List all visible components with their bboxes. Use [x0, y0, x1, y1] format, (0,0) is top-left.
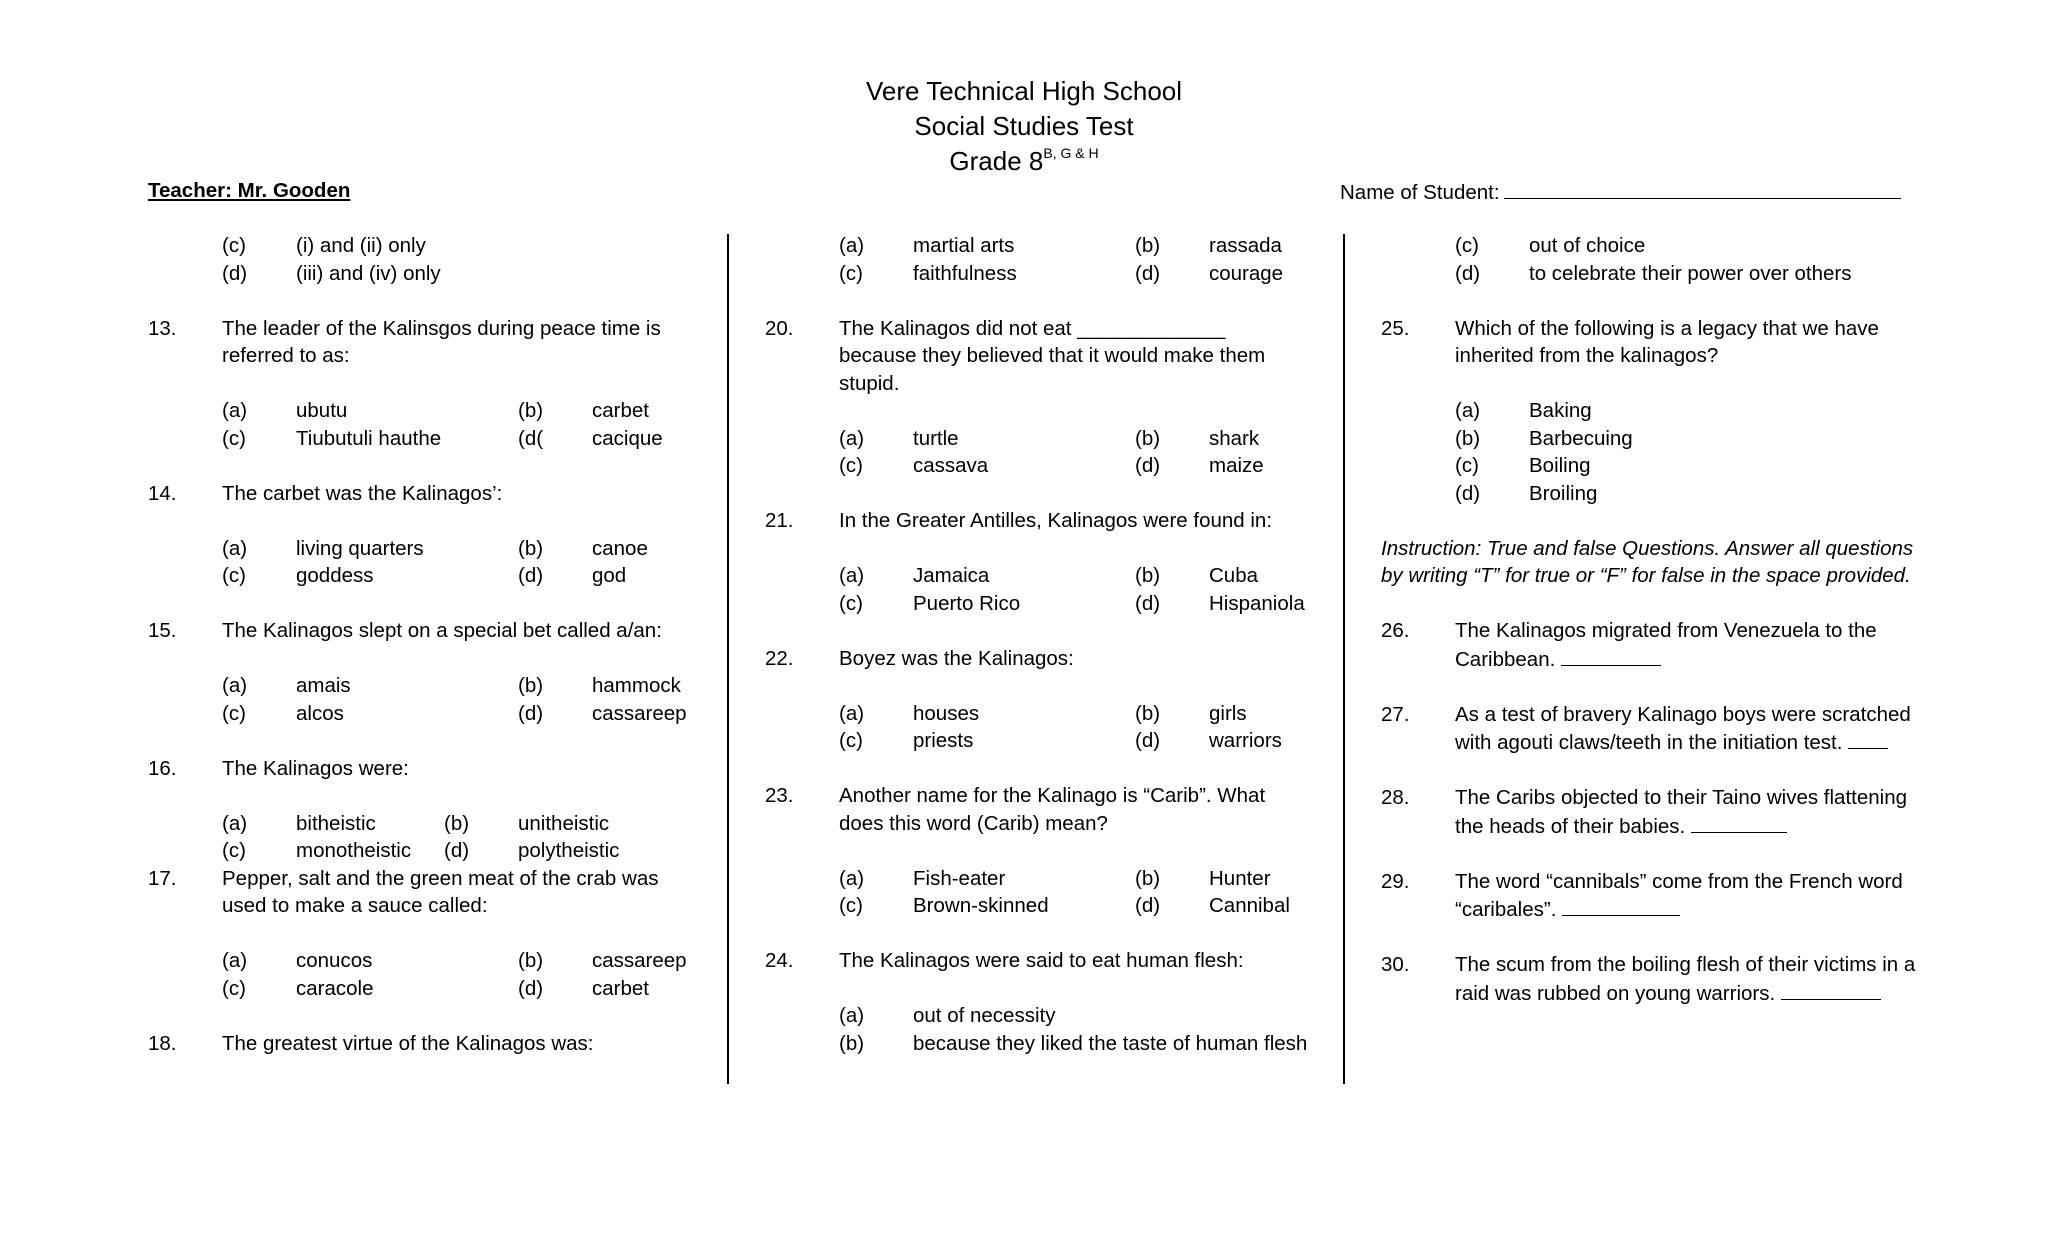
- question-13: 13. The leader of the Kalinsgos during peace time is referred to as:: [148, 315, 708, 370]
- question-14: 14. The carbet was the Kalinagos’:: [148, 480, 708, 508]
- question-21: 21. In the Greater Antilles, Kalinagos were found in:: [765, 507, 1325, 535]
- answer-blank[interactable]: [1562, 895, 1680, 916]
- question-27: 27. As a test of bravery Kalinago boys were scratched with agouti claws/teeth in the initiation test.: [1381, 702, 1911, 754]
- grade: Grade 8: [949, 146, 1044, 176]
- question-26: 26. The Kalinagos migrated from Venezuela to the Caribbean.: [1381, 619, 1877, 671]
- options-16: (a) bitheistic (b) unitheistic (c) monotheistic (d) polytheistic: [222, 811, 620, 862]
- question-text: The Caribs objected to their Taino wives flattening the heads of their babies.: [1455, 786, 1908, 838]
- question-text: Boyez was the Kalinagos:: [839, 646, 1074, 670]
- question-17: 17. Pepper, salt and the green meat of the crab was used to make a sauce called:: [148, 865, 708, 920]
- option: (c) (i) and (ii) only: [222, 234, 426, 257]
- question-text: Another name for the Kalinago is “Carib”. What does this word (Carib) mean?: [839, 784, 1266, 835]
- student-name-field[interactable]: [1340, 177, 1901, 207]
- options-24: [839, 1002, 1325, 1057]
- option: (a) Baking: [1455, 399, 1592, 422]
- question-text: The Kalinagos did not eat _____________ because they believed that it would make them stupid.: [839, 316, 1266, 395]
- test-subject: Social Studies Test: [914, 111, 1134, 141]
- option: (c) out of choice: [1455, 234, 1646, 257]
- options-17: (a) conucos (b) cassareep (c) caracole (d) carbet: [222, 949, 687, 1000]
- option: (c) Boiling: [1455, 454, 1591, 477]
- question-text: The Kalinagos migrated from Venezuela to the Caribbean.: [1455, 619, 1877, 671]
- answer-blank[interactable]: [1561, 645, 1661, 666]
- student-name-label: Name of Student:: [1340, 181, 1500, 204]
- column-3: [1381, 232, 1941, 1007]
- question-text: The word “cannibals” come from the French word “caribales”.: [1455, 869, 1903, 921]
- question-text: In the Greater Antilles, Kalinagos were found in:: [839, 509, 1273, 532]
- column-2: [765, 232, 1325, 1057]
- grade-classes: B, G & H: [1043, 145, 1099, 161]
- question-30: 30. The scum from the boiling flesh of their victims in a raid was rubbed on young warriors.: [1381, 953, 1916, 1005]
- answer-blank[interactable]: [1848, 728, 1888, 749]
- column-divider-1: [727, 234, 729, 1084]
- question-text: Pepper, salt and the green meat of the crab was used to make a sauce called:: [222, 866, 659, 917]
- option: (d) Broiling: [1455, 481, 1598, 505]
- question-text: The carbet was the Kalinagos’:: [222, 481, 503, 505]
- teacher-name: Teacher: Mr. Gooden: [148, 179, 351, 202]
- question-23: 23. Another name for the Kalinago is “Carib”. What does this word (Carib) mean?: [765, 782, 1325, 837]
- question-text: As a test of bravery Kalinago boys were scratched with agouti claws/teeth in the initiation test.: [1455, 702, 1911, 754]
- options-22: (a) houses (b) girls (c) priests (d) warriors: [839, 701, 1282, 752]
- options-19: (a) martial arts (b) rassada (c) faithfulness (d) courage: [839, 234, 1284, 285]
- options-14: (a) living quarters (b) canoe (c) goddess (d) god: [222, 536, 648, 587]
- question-24: 24. The Kalinagos were said to eat human flesh:: [765, 947, 1325, 975]
- option: (b) because they liked the taste of human flesh: [839, 1031, 1308, 1055]
- question-20: 20. The Kalinagos did not eat _____________ because they believed that it would make them stupid.: [765, 315, 1325, 398]
- question-text: The Kalinagos were said to eat human flesh:: [839, 949, 1244, 972]
- question-28: 28. The Caribs objected to their Taino wives flattening the heads of their babies.: [1381, 786, 1908, 838]
- question-text: The Kalinagos were:: [222, 756, 409, 780]
- question-text: The Kalinagos slept on a special bet called a/an:: [222, 619, 662, 642]
- school-name: Vere Technical High School: [865, 76, 1183, 106]
- column-1: [148, 232, 708, 1057]
- option: (d) to celebrate their power over others: [1455, 261, 1852, 285]
- question-15: 15. The Kalinagos slept on a special bet called a/an:: [148, 617, 708, 645]
- option: (b) Barbecuing: [1455, 426, 1633, 450]
- question-text: The greatest virtue of the Kalinagos was:: [222, 1031, 594, 1055]
- question-16: 16. The Kalinagos were:: [148, 755, 708, 783]
- question-29: 29. The word “cannibals” come from the French word “caribales”.: [1381, 869, 1903, 921]
- options-15: (a) amais (b) hammock (c) alcos (d) cassareep: [222, 674, 687, 725]
- document-header: [0, 74, 2048, 179]
- options-21: (a) Jamaica (b) Cuba (c) Puerto Rico (d) Hispaniola: [839, 564, 1305, 615]
- question-18: 18. The greatest virtue of the Kalinagos was:: [148, 1030, 708, 1058]
- answer-blank[interactable]: [1691, 812, 1787, 833]
- options-20: (a) turtle (b) shark (c) cassava (d) maize: [839, 426, 1264, 477]
- column-divider-2: [1343, 234, 1345, 1084]
- option: (d) (iii) and (iv) only: [222, 261, 441, 285]
- question-25: 25. Which of the following is a legacy that we have inherited from the kalinagos?: [1381, 315, 1941, 370]
- student-name-blank[interactable]: [1504, 177, 1901, 199]
- question-22: 22. Boyez was the Kalinagos:: [765, 645, 1325, 673]
- options-25: [1455, 397, 1941, 507]
- options-23: (a) Fish-eater (b) Hunter (c) Brown-skinned (d) Cannibal: [839, 866, 1290, 917]
- instruction-text: Instruction: True and false Questions. Answer all questions by writing “T” for true or “F” for false in the space provided.: [1381, 536, 1914, 587]
- question-text: The leader of the Kalinsgos during peace time is referred to as:: [222, 316, 661, 367]
- question-text: The scum from the boiling flesh of their victims in a raid was rubbed on young warriors.: [1455, 953, 1916, 1005]
- option: (a) out of necessity: [839, 1004, 1056, 1027]
- question-text: Which of the following is a legacy that we have inherited from the kalinagos?: [1455, 316, 1879, 367]
- options-13: (a) ubutu (b) carbet (c) Tiubutuli hauthe (d( cacique: [222, 399, 663, 450]
- grade-line: [0, 144, 2048, 179]
- answer-blank[interactable]: [1781, 979, 1881, 1000]
